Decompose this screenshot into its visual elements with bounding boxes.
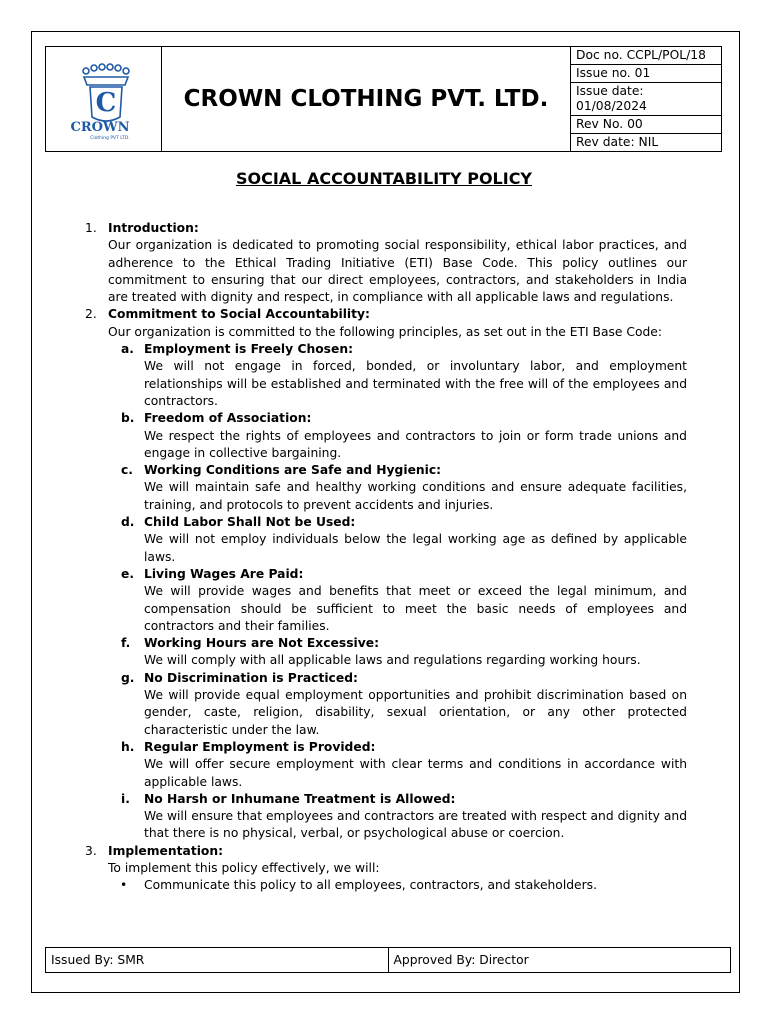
principle-text: We will not engage in forced, bonded, or involuntary labor, and employment relationships will be established and terminated with the free will of the employees and contractors. <box>144 359 687 408</box>
principle-item <box>80 462 687 514</box>
bullet-icon: • <box>120 878 128 893</box>
svg-text:CROWN: CROWN <box>70 120 130 135</box>
principle-text: We will maintain safe and healthy working conditions and ensure adequate facilities, training, and protocols to prevent accidents and injuries. <box>144 480 687 512</box>
section-introduction <box>80 220 687 306</box>
principle-item <box>80 566 687 635</box>
principle-letter: e. <box>121 566 135 581</box>
section-number: 2. <box>85 307 97 322</box>
section-commitment <box>80 306 687 341</box>
principle-text: We will comply with all applicable laws and regulations regarding working hours. <box>144 653 641 668</box>
policy-body <box>80 220 687 895</box>
principle-title: Freedom of Association: <box>144 411 312 426</box>
principle-title: Employment is Freely Chosen: <box>144 342 354 357</box>
bullet-item <box>80 877 687 894</box>
document-footer <box>45 947 731 973</box>
principle-item <box>80 341 687 410</box>
policy-title: SOCIAL ACCOUNTABILITY POLICY <box>235 169 533 188</box>
principle-text: We will provide wages and benefits that meet or exceed the legal minimum, and compensation should be sufficient to meet the basic needs of employees and contractors and their families. <box>144 584 687 633</box>
principle-item <box>80 670 687 739</box>
revision-date: Rev date: NIL <box>576 135 659 149</box>
bullet-text: Communicate this policy to all employees, contractors, and stakeholders. <box>144 878 597 893</box>
section-text: Our organization is committed to the following principles, as set out in the ETI Base Code: <box>108 324 663 339</box>
issue-date: Issue date: 01/08/2024 <box>571 83 721 116</box>
crown-logo-icon <box>46 47 162 151</box>
section-title: Introduction: <box>108 221 199 235</box>
section-title: Implementation: <box>108 843 224 858</box>
principle-title: Living Wages Are Paid: <box>144 566 304 581</box>
principle-item <box>80 739 687 791</box>
principle-item <box>80 410 687 462</box>
document-meta <box>571 47 721 151</box>
principle-title: No Discrimination is Practiced: <box>144 670 358 685</box>
section-text: To implement this policy effectively, we will: <box>108 860 380 875</box>
principle-letter: d. <box>121 515 135 530</box>
principle-letter: h. <box>121 739 135 754</box>
principle-text: We will not employ individuals below the legal working age as defined by applicable laws. <box>144 532 687 564</box>
principle-letter: b. <box>121 411 135 426</box>
principle-item <box>80 635 687 670</box>
principle-title: Working Conditions are Safe and Hygienic: <box>144 463 442 478</box>
issued-by: Issued By: SMR <box>46 948 389 972</box>
revision-number: Rev No. 00 <box>571 116 721 134</box>
principle-letter: c. <box>121 463 133 478</box>
section-text: Our organization is dedicated to promoting social responsibility, ethical labor practices, and adherence to the Ethical Trading Initiative (ETI) Base Code. This policy outlines our commitment to ensuring that our direct employees, contractors, and stakeholders in India are treated with dignity and respect, in compliance with all applicable laws and regulations. <box>108 238 687 305</box>
principle-item <box>80 791 687 843</box>
doc-number: Doc no. CCPL/POL/18 <box>571 47 721 65</box>
principle-text: We will provide equal employment opportunities and prohibit discrimination based on gender, caste, religion, disability, sexual orientation, or any other protected characteristic under the law. <box>144 688 687 737</box>
section-implementation <box>80 843 687 878</box>
principle-letter: a. <box>121 342 134 357</box>
section-number: 3. <box>85 843 97 858</box>
principle-title: Regular Employment is Provided: <box>144 739 376 754</box>
principle-text: We will offer secure employment with clear terms and conditions in accordance with applicable laws. <box>144 757 687 789</box>
principle-title: Child Labor Shall Not be Used: <box>144 515 356 530</box>
principle-item <box>80 514 687 566</box>
company-logo <box>46 47 162 151</box>
principle-letter: g. <box>121 670 135 685</box>
svg-text:Clothing PVT LTD.: Clothing PVT LTD. <box>90 136 130 141</box>
principle-text: We respect the rights of employees and contractors to join or form trade unions and engage in collective bargaining. <box>144 428 687 460</box>
issue-number: Issue no. 01 <box>571 65 721 83</box>
approved-by: Approved By: Director <box>393 953 529 967</box>
principle-title: No Harsh or Inhumane Treatment is Allowed: <box>144 791 456 806</box>
document-header <box>45 46 722 152</box>
company-name: CROWN CLOTHING PVT. LTD. <box>162 47 571 151</box>
section-title: Commitment to Social Accountability: <box>108 307 370 322</box>
principle-title: Working Hours are Not Excessive: <box>144 636 379 651</box>
principle-text: We will ensure that employees and contractors are treated with respect and dignity and that there is no physical, verbal, or psychological abuse or coercion. <box>144 809 687 841</box>
section-number: 1. <box>85 221 97 235</box>
principle-letter: f. <box>121 636 131 651</box>
principle-letter: i. <box>121 791 130 806</box>
svg-text:C: C <box>95 88 117 118</box>
